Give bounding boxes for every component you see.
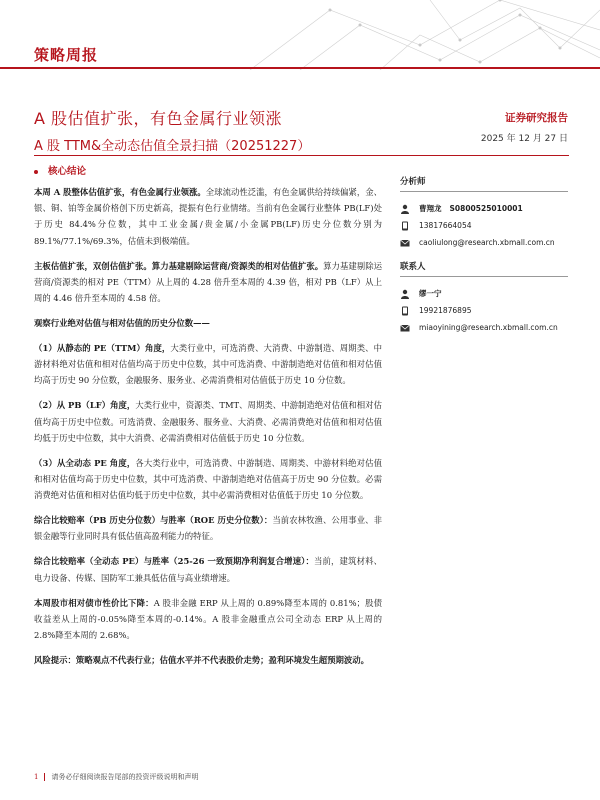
- person-icon: [400, 289, 410, 299]
- paragraph-lead: 本周股市相对债市性价比下降：: [34, 597, 154, 608]
- contact-email-row: [400, 319, 568, 336]
- paragraph-body: 大类行业中，资源类、TMT、周期类、中游制造绝对估值和相对估值均高于历史中位数。可选消费、金融服务、服务业、大消费、必需消费绝对估值和相对估值均低于历史中位数，其中大消费、必需消费相对估值低于历史 10 分位数。: [34, 400, 382, 443]
- email-icon: [400, 323, 410, 333]
- analyst-email[interactable]: caoliulong@research.xbmall.com.cn: [419, 238, 555, 247]
- paragraph: [34, 397, 382, 446]
- paragraph: [34, 340, 382, 389]
- page-number: 1: [34, 773, 39, 781]
- analyst-name: 曹翔龙: [419, 204, 442, 213]
- contact-name-row: [400, 285, 568, 302]
- paragraph-lead: 观察行业绝对估值与相对估值的历史分位数——: [34, 318, 210, 329]
- report-date: 2025 年 12 月 27 日: [480, 134, 568, 144]
- sidebar-divider: [400, 191, 568, 192]
- contact-phone-row: [400, 302, 568, 319]
- paragraph-lead: 综合比较赔率（PB 历史分位数）与胜率（ROE 历史分位数）：: [34, 515, 273, 526]
- report-subtitle: A 股 TTM&全动态估值全景扫描（20251227）: [34, 139, 311, 154]
- paragraph-lead: 风险提示：策略观点不代表行业；估值水平并不代表股价走势；盈利环境发生超预期波动。: [34, 655, 369, 666]
- report-title: A 股估值扩张，有色金属行业领涨: [34, 109, 283, 128]
- analyst-phone: 13817664054: [419, 221, 472, 230]
- analyst-cert: S0800525010001: [449, 204, 523, 213]
- contact-phone: 19921876895: [419, 306, 472, 315]
- page-footer: [34, 772, 198, 782]
- paragraph: [34, 455, 382, 504]
- paragraph-body: A 股非金融 ERP 从上周的 0.89%降至本周的 0.81%；股债收益差从上周的-0.05%降至本周的-0.14%。A 股非金融重点公司全动态 ERP 从上周的 2.8%降至本周的 2.68%。: [34, 597, 383, 641]
- summary-content: [34, 184, 382, 677]
- paragraph-lead: （1）从静态的 PE（TTM）角度，: [34, 343, 171, 354]
- contact-label: 联系人: [400, 262, 426, 272]
- paragraph-body: 大类行业中，可选消费、大消费、中游制造、周期类、中游材料绝对估值和相对估值均高于历史中位数，其中可选消费、中游制造绝对估值和相对估值均高于历史 90 分位数，金融服务、服务业、必需消费相对估值低于历史 10 分位数。: [34, 343, 383, 386]
- paragraph-lead: （3）从全动态 PE 角度，: [34, 457, 136, 468]
- paragraph-body: 各大类行业中，可选消费、中游制造、周期类、中游材料绝对估值和相对估值均高于历史中位数，其中可选消费、中游制造绝对估值高于历史 90 分位数。必需消费绝对估值和相对估值均低于历史中位数，其中必需消费相对估值低于历史 10 分位数。: [34, 457, 383, 501]
- email-icon: [400, 238, 410, 248]
- analyst-email-row: [400, 234, 568, 251]
- paragraph: [34, 512, 382, 544]
- analyst-name-row: [400, 200, 568, 217]
- paragraph-body: 算力基建剔除运营商/资源类的相对 PE（TTM）从上周的 4.28 倍升至本周的 4.39 倍，相对 PB（LF）从上周的 4.46 倍升至本周的 4.58 倍。: [34, 260, 382, 304]
- paragraph-lead: 本周 A 股整体估值扩张，有色金属行业领涨。: [34, 187, 206, 197]
- paragraph: [34, 258, 382, 307]
- sidebar-divider: [400, 276, 568, 277]
- title-divider: [34, 155, 569, 156]
- section-title: 策略周报: [34, 46, 99, 64]
- phone-icon: [400, 221, 410, 231]
- paragraph-lead: 综合比较赔率（全动态 PE）与胜率（25-26 一致预期净利润复合增速）：: [34, 556, 314, 567]
- footer-separator: [44, 773, 45, 781]
- paragraph-lead: （2）从 PB（LF）角度，: [34, 400, 136, 411]
- report-type-label: 证券研究报告: [505, 112, 568, 124]
- header-band: [0, 0, 600, 70]
- author-sidebar: [400, 175, 568, 336]
- paragraph: [34, 553, 382, 585]
- paragraph-body: 当前，建筑材料、电力设备、传媒、国防军工兼具低估值与高业绩增速。: [34, 556, 382, 583]
- paragraph-body: 当前农林牧渔、公用事业、非银金融等行业同时具有低估值高盈利能力的特征。: [34, 515, 382, 542]
- footer-disclaimer: 请务必仔细阅读报告尾部的投资评级说明和声明: [51, 773, 199, 781]
- person-icon: [400, 204, 410, 214]
- bullet-icon: [34, 170, 38, 174]
- paragraph: [34, 315, 382, 331]
- analyst-label: 分析师: [400, 177, 426, 187]
- analyst-phone-row: [400, 217, 568, 234]
- contact-email[interactable]: miaoyining@research.xbmall.com.cn: [419, 323, 558, 332]
- paragraph: [34, 595, 382, 644]
- paragraph-lead: 主板估值扩张，双创估值扩张。算力基建剔除运营商/资源类的相对估值扩张。: [34, 260, 324, 271]
- core-conclusion-heading: [34, 163, 86, 177]
- paragraph: [34, 652, 382, 668]
- core-heading-text: 核心结论: [48, 166, 87, 177]
- paragraph: [34, 184, 382, 249]
- paragraph-body: 全球流动性泛滥，有色金属供给持续偏紧，金、银、铜、铂等金属价格创下历史新高，提振有色行业情绪。当前有色金属行业整体 PB(LF)处于历史 84.4%分位数，其中工业金属/贵金属/小金属PB(LF)历史分位数分别为 89.1%/77.1%/69.3%，估值未到极端值。: [34, 187, 382, 246]
- header-divider: [0, 67, 600, 69]
- phone-icon: [400, 306, 410, 316]
- contact-name: 缪一宁: [419, 289, 442, 298]
